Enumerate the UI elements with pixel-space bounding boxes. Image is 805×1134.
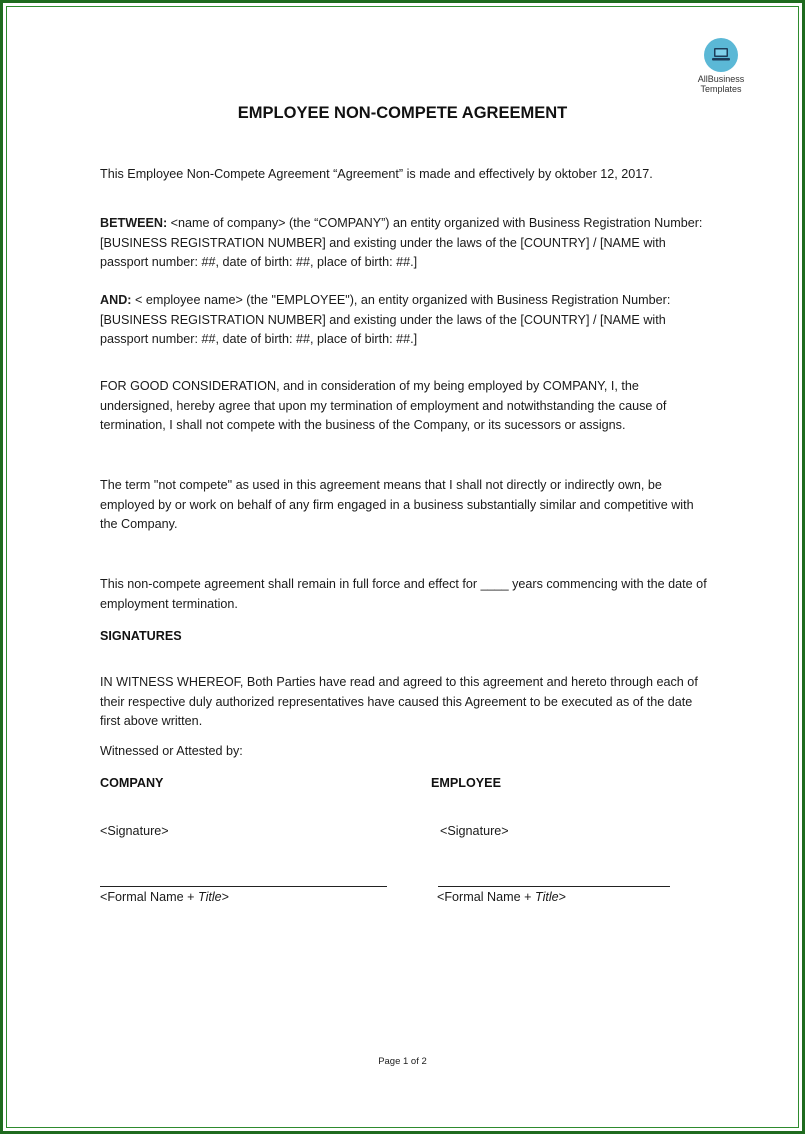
employee-signature-placeholder: <Signature> — [440, 824, 509, 838]
witness-paragraph: IN WITNESS WHEREOF, Both Parties have read and agreed to this agreement and hereto through each of their respective duly authorized representatives have caused this Agreement to be executed as of the date first above written. — [100, 675, 698, 728]
employee-label: EMPLOYEE — [431, 776, 501, 790]
laptop-icon — [704, 38, 738, 72]
intro-paragraph: This Employee Non-Compete Agreement “Agreement” is made and effectively by oktober 12, 2017. — [100, 167, 653, 181]
page-number: Page 1 of 2 — [378, 1056, 427, 1067]
logo-text-line1: AllBusiness — [697, 74, 745, 84]
employee-formal-name-prefix: <Formal Name + — [437, 890, 535, 904]
company-formal-name-suffix: > — [221, 890, 230, 904]
signatures-heading: SIGNATURES — [100, 629, 182, 643]
company-label: COMPANY — [100, 776, 164, 790]
between-label: BETWEEN: — [100, 216, 168, 230]
employee-formal-name — [437, 890, 566, 904]
and-text: < employee name> (the "EMPLOYEE"), an entity organized with Business Registration Number: [BUSINESS REGISTRATION NUMBER] and existing under the laws of the [COUNTRY] / [NAME with passport number: ##, date of birth: ##, place of birth: ##.] — [100, 293, 671, 346]
company-formal-name-title: Title — [197, 890, 222, 904]
employee-signature-line — [438, 886, 670, 887]
brand-logo — [692, 38, 750, 94]
term-paragraph: The term "not compete" as used in this agreement means that I shall not directly or indirectly own, be employed by or work on behalf of any firm engaged in a business substantially similar and competitive with the Company. — [100, 478, 694, 531]
company-signature-line — [100, 886, 387, 887]
attested-line: Witnessed or Attested by: — [100, 744, 243, 758]
company-formal-name — [100, 890, 229, 904]
logo-text-line2: Templates — [700, 84, 742, 94]
and-paragraph — [100, 291, 710, 350]
company-formal-name-prefix: <Formal Name + — [100, 890, 198, 904]
and-label: AND: — [100, 293, 132, 307]
duration-paragraph: This non-compete agreement shall remain in full force and effect for ____ years commencing with the date of employment termination. — [100, 577, 707, 611]
employee-formal-name-title: Title — [534, 890, 559, 904]
consideration-paragraph: FOR GOOD CONSIDERATION, and in consideration of my being employed by COMPANY, I, the undersigned, hereby agree that upon my termination of employment and notwithstanding the cause of termination, I shall not compete with the business of the Company, or its sucessors or assigns. — [100, 379, 667, 432]
between-text: <name of company> (the “COMPANY”) an entity organized with Business Registration Number: [BUSINESS REGISTRATION NUMBER] and existing under the laws of the [COUNTRY] / [NAME with passport number: ##, date of birth: ##, place of birth: ##.] — [100, 216, 703, 269]
between-paragraph — [100, 214, 710, 273]
employee-formal-name-suffix: > — [558, 890, 567, 904]
company-signature-placeholder: <Signature> — [100, 824, 169, 838]
document-title: EMPLOYEE NON-COMPETE AGREEMENT — [237, 104, 568, 122]
